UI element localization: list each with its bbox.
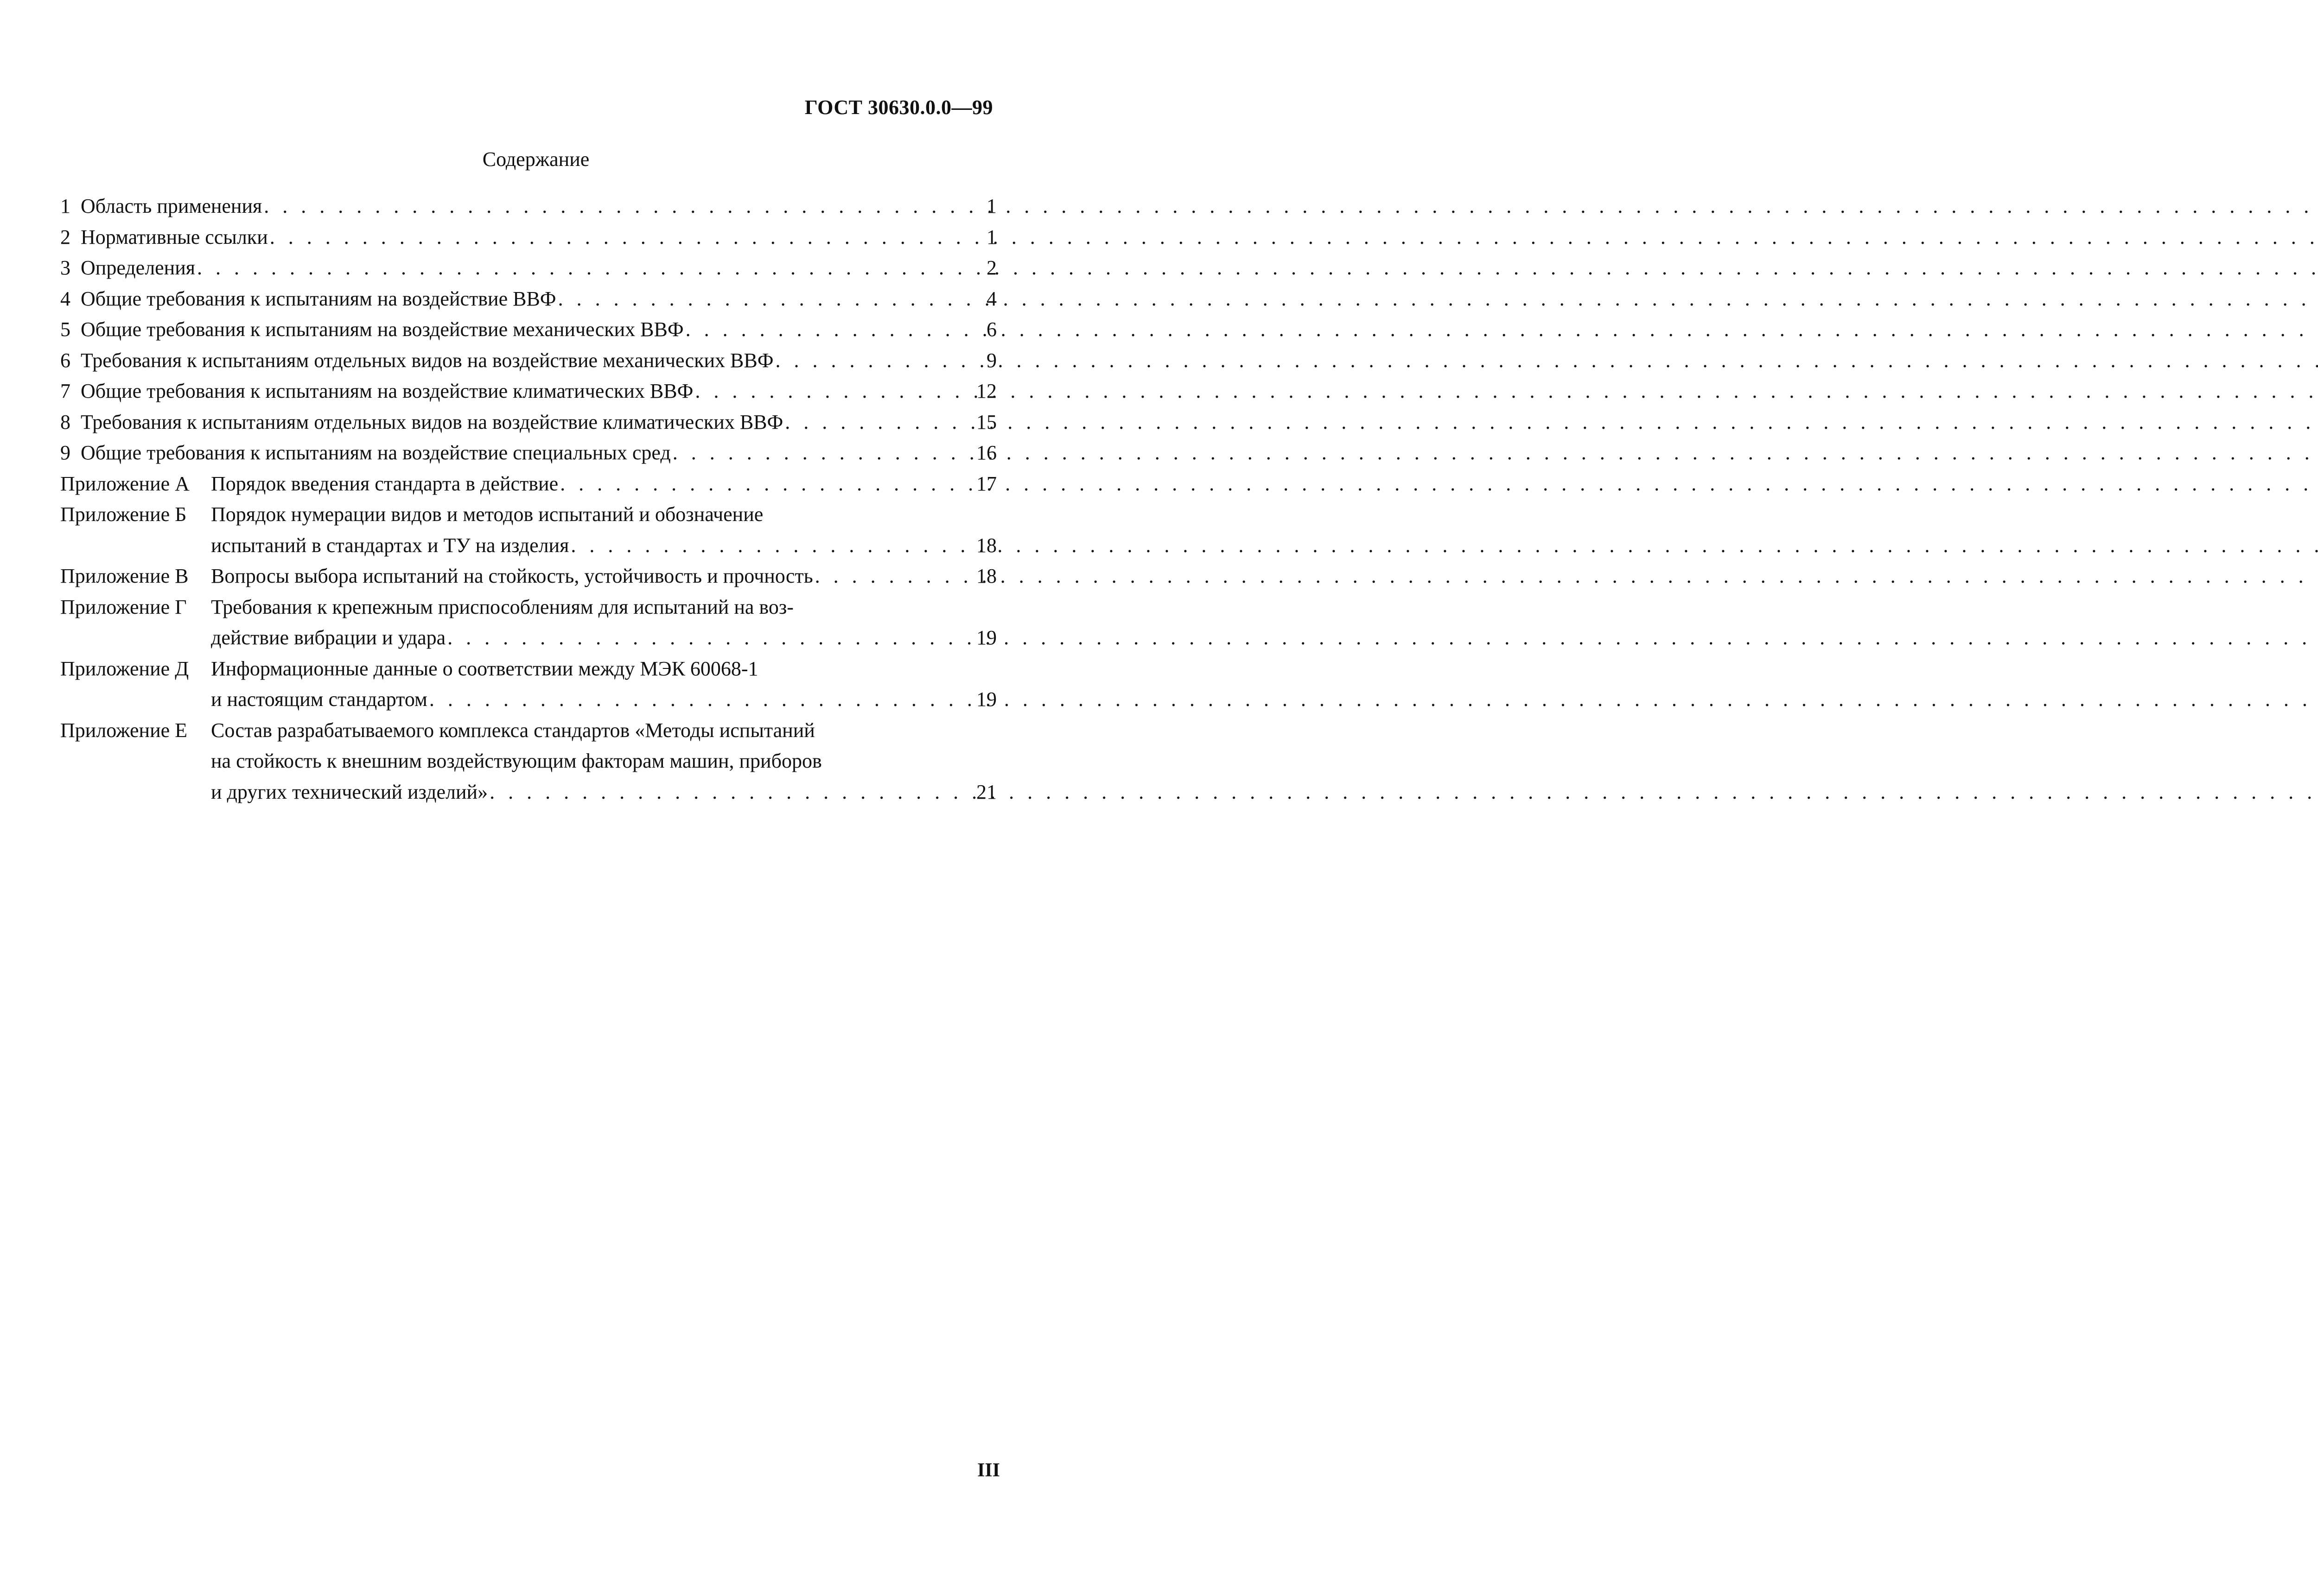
toc-entry-section-2[interactable] (60, 222, 997, 253)
toc-entry-appendix-d[interactable] (60, 654, 997, 685)
toc-entry-appendix-e-continued[interactable] (60, 746, 997, 777)
toc-dot-leader (490, 777, 967, 808)
toc-entry-section-1[interactable] (60, 191, 997, 222)
toc-entry-title: Общие требования к испытаниям на воздействие механических ВВФ (81, 318, 684, 341)
toc-entry-section-8[interactable] (60, 407, 997, 438)
toc-entry-section-5[interactable] (60, 314, 997, 345)
toc-appendix-prefix: Приложение А (60, 472, 190, 495)
toc-entry-page: 6 (987, 318, 997, 341)
toc-entry-section-3[interactable] (60, 253, 997, 284)
toc-entry-number: 9 (60, 441, 70, 464)
toc-entry-number: 5 (60, 318, 70, 341)
toc-dot-leader (571, 530, 967, 561)
toc-dot-leader (673, 438, 967, 469)
toc-entry-page: 21 (976, 780, 997, 803)
toc-dot-leader (560, 469, 967, 500)
toc-entry-page: 17 (976, 472, 997, 495)
toc-entry-page: 19 (976, 688, 997, 711)
toc-entry-number: 6 (60, 349, 70, 372)
toc-entry-title: на стойкость к внешним воздействующим факторам машин, приборов (211, 750, 822, 772)
page-number: III (977, 1460, 1000, 1481)
toc-entry-number: 8 (60, 410, 70, 433)
toc-dot-leader (785, 407, 967, 438)
toc-entry-page: 9 (987, 349, 997, 372)
toc-entry-appendix-v[interactable] (60, 561, 997, 592)
toc-entry-page: 18 (976, 565, 997, 587)
toc-entry-title: и других технический изделий» (211, 780, 488, 803)
toc-dot-leader (686, 314, 967, 345)
toc-entry-number: 3 (60, 256, 70, 279)
toc-entry-title: Область применения (81, 195, 262, 217)
toc-entry-title: Требования к испытаниям отдельных видов на воздействие климатических ВВФ (81, 410, 783, 433)
toc-dot-leader (447, 623, 967, 654)
toc-entry-section-6[interactable] (60, 345, 997, 376)
toc-entry-appendix-d-continued[interactable] (60, 684, 997, 715)
toc-dot-leader (695, 376, 967, 407)
toc-entry-title: Состав разрабатываемого комплекса стандартов «Методы испытаний (211, 719, 815, 742)
toc-entry-title: Нормативные ссылки (81, 225, 268, 248)
toc-appendix-prefix: Приложение Б (60, 503, 187, 526)
toc-entry-title: Общие требования к испытаниям на воздействие специальных сред (81, 441, 671, 464)
toc-title: Содержание (482, 148, 590, 171)
toc-entry-page: 16 (976, 441, 997, 464)
toc-entry-title: Информационные данные о соответствии между МЭК 60068-1 (211, 657, 758, 680)
toc-entry-title: Порядок нумерации видов и методов испытаний и обозначение (211, 503, 764, 526)
toc-entry-appendix-e-continued[interactable] (60, 777, 997, 808)
toc-entry-title: Требования к крепежным приспособлениям для испытаний на воз- (211, 595, 794, 618)
toc-entry-number: 7 (60, 380, 70, 402)
table-of-contents (60, 191, 997, 808)
toc-dot-leader (815, 561, 967, 592)
toc-entry-appendix-b-continued[interactable] (60, 530, 997, 561)
toc-entry-title: Общие требования к испытаниям на воздействие ВВФ (81, 287, 556, 310)
toc-entry-title: Требования к испытаниям отдельных видов на воздействие механических ВВФ (81, 349, 774, 372)
toc-entry-page: 1 (987, 195, 997, 217)
toc-entry-title: Общие требования к испытаниям на воздействие климатических ВВФ (81, 380, 694, 402)
toc-entry-number: 2 (60, 225, 70, 248)
toc-entry-section-9[interactable] (60, 438, 997, 469)
toc-appendix-prefix: Приложение Д (60, 657, 189, 680)
toc-entry-appendix-a[interactable] (60, 469, 997, 500)
toc-entry-page: 4 (987, 287, 997, 310)
toc-entry-section-4[interactable] (60, 284, 997, 315)
toc-dot-leader (429, 684, 967, 715)
toc-entry-appendix-g-continued[interactable] (60, 623, 997, 654)
toc-entry-page: 19 (976, 626, 997, 649)
toc-entry-page: 15 (976, 410, 997, 433)
toc-entry-title: Порядок введения стандарта в действие (211, 472, 559, 495)
toc-entry-number: 1 (60, 195, 70, 217)
toc-entry-appendix-b[interactable] (60, 499, 997, 530)
toc-entry-appendix-g[interactable] (60, 592, 997, 623)
toc-entry-title: Вопросы выбора испытаний на стойкость, устойчивость и прочность (211, 565, 813, 587)
toc-entry-title: и настоящим стандартом (211, 688, 427, 711)
toc-appendix-prefix: Приложение Е (60, 719, 188, 742)
toc-entry-section-7[interactable] (60, 376, 997, 407)
toc-entry-page: 1 (987, 225, 997, 248)
toc-dot-leader (197, 253, 967, 284)
toc-entry-page: 18 (976, 534, 997, 557)
toc-entry-number: 4 (60, 287, 70, 310)
toc-appendix-prefix: Приложение Г (60, 595, 187, 618)
toc-dot-leader (776, 345, 967, 376)
toc-entry-title: Определения (81, 256, 196, 279)
toc-entry-appendix-e[interactable] (60, 715, 997, 746)
toc-dot-leader (270, 222, 967, 253)
standard-code: ГОСТ 30630.0.0—99 (804, 96, 993, 119)
toc-entry-page: 12 (976, 380, 997, 402)
toc-dot-leader (558, 284, 967, 315)
toc-appendix-prefix: Приложение В (60, 565, 189, 587)
toc-entry-title: действие вибрации и удара (211, 626, 446, 649)
toc-entry-title: испытаний в стандартах и ТУ на изделия (211, 534, 569, 557)
toc-entry-page: 2 (987, 256, 997, 279)
toc-dot-leader (264, 191, 967, 222)
